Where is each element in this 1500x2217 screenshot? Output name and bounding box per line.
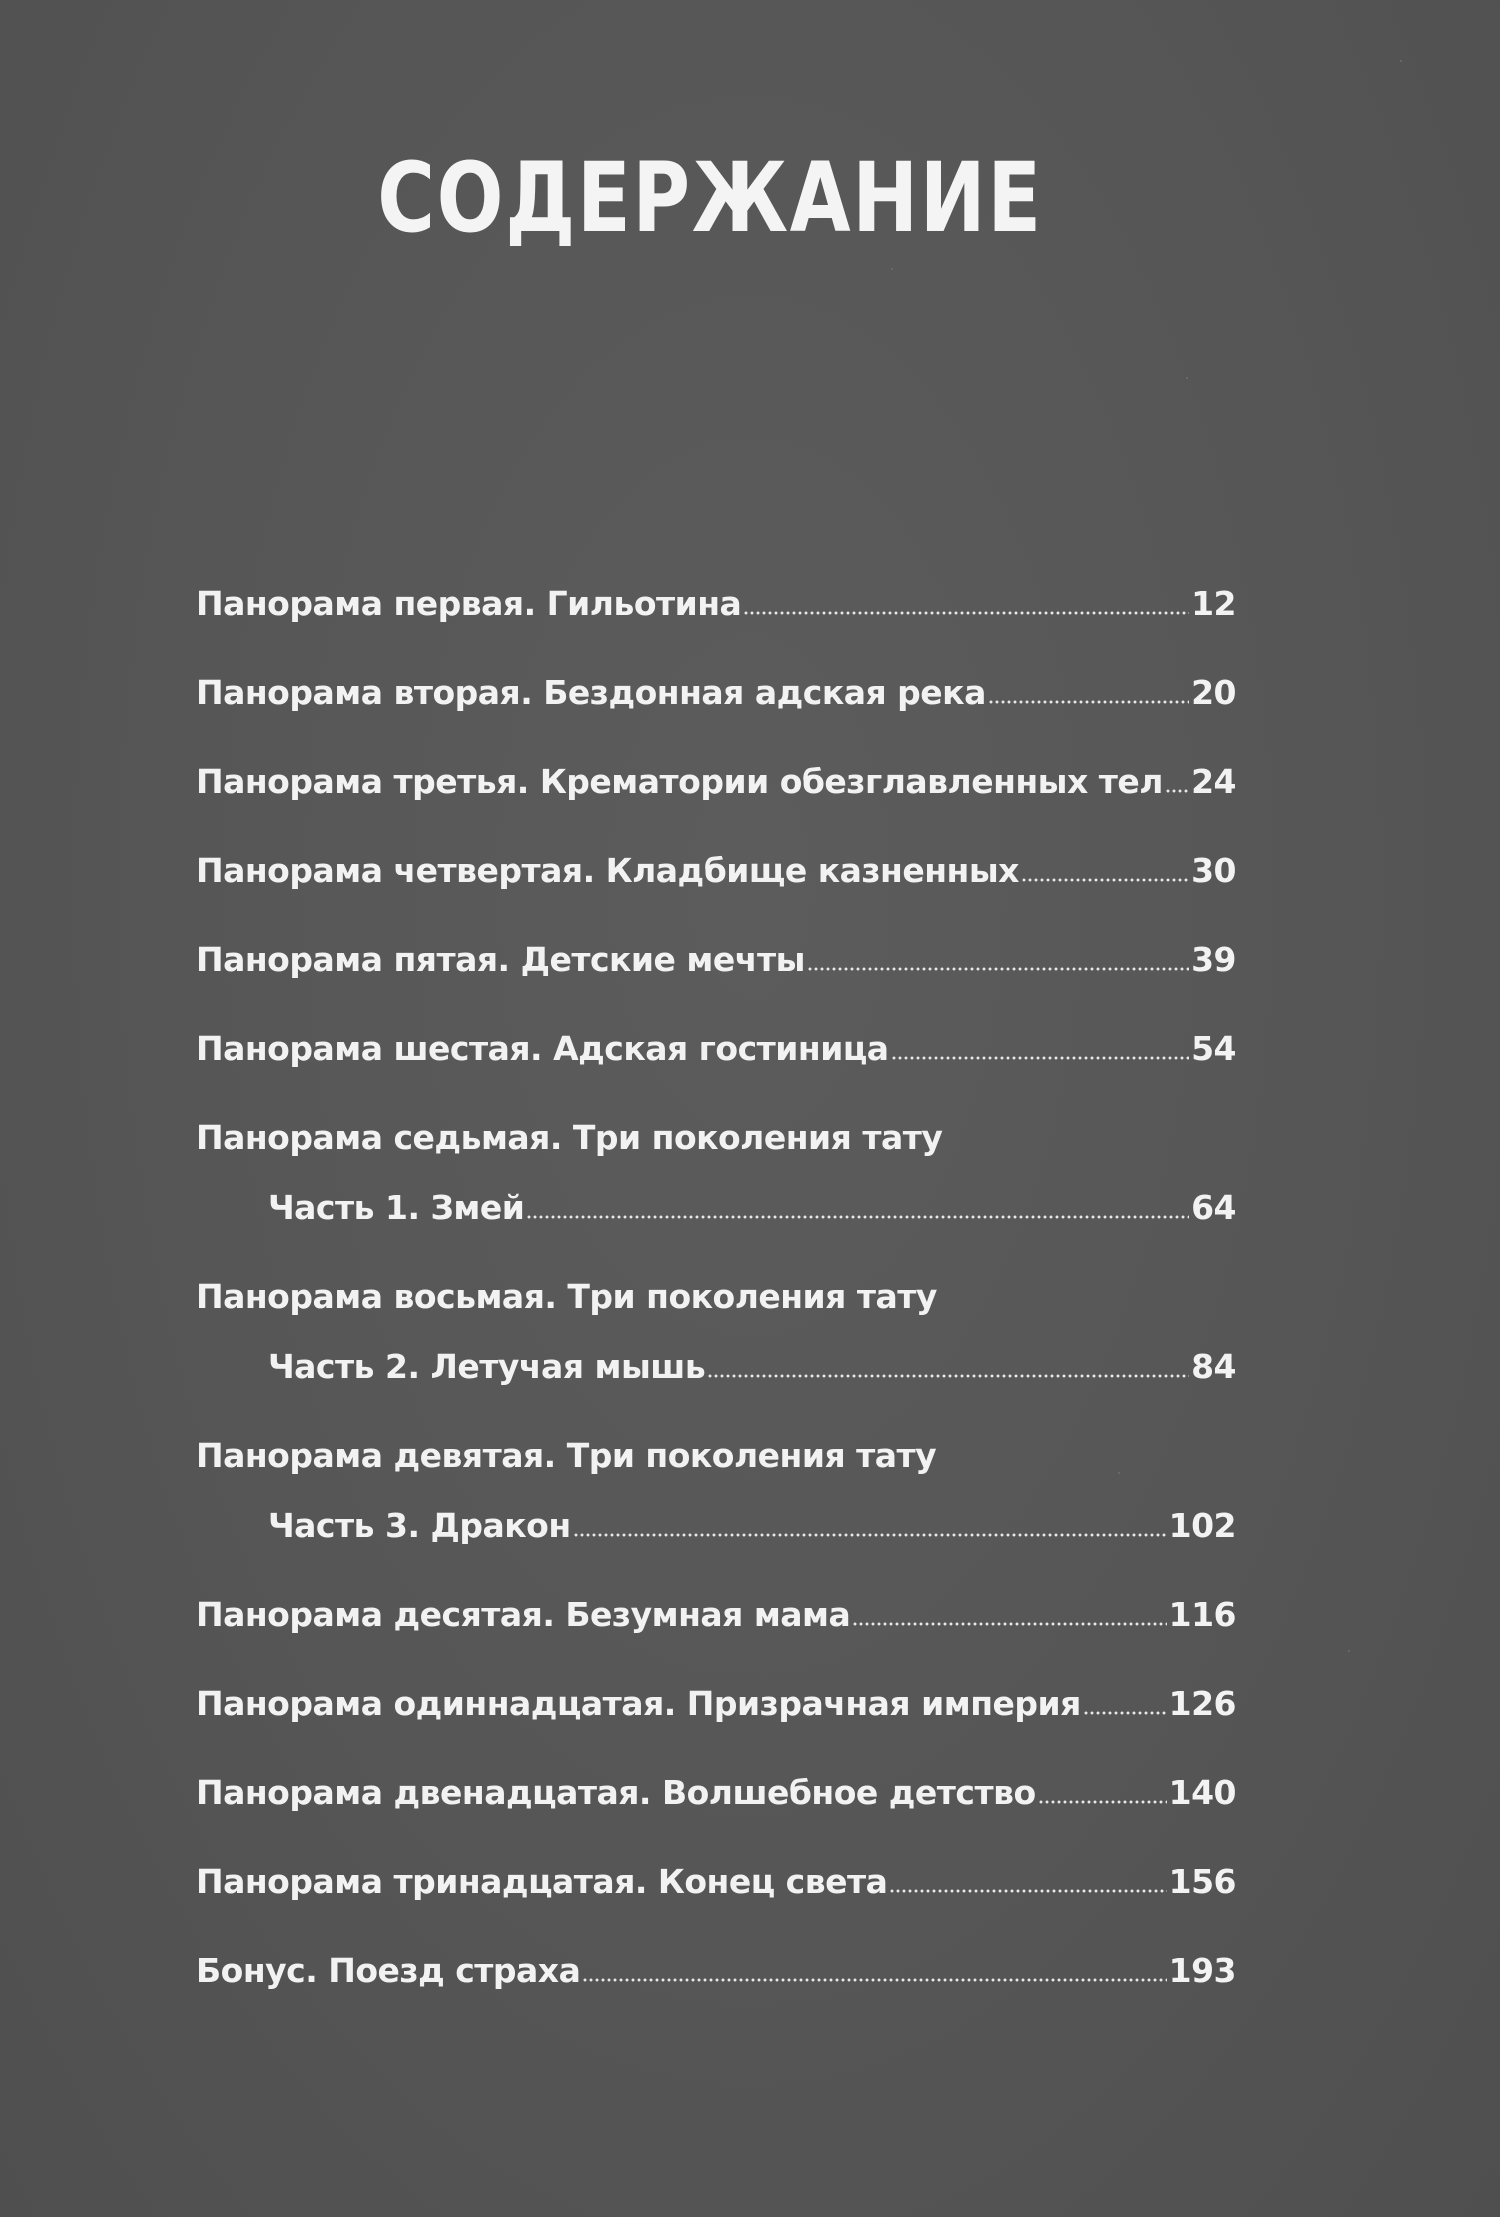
paper-speck [1348,1650,1350,1652]
dot-leader [1083,1711,1167,1715]
paper-speck [891,268,893,270]
toc-page-number: 64 [1191,1188,1236,1227]
toc-entry-title: Панорама первая. Гильотина [196,584,742,623]
toc-entry-title: Панорама вторая. Бездонная адская река [196,673,986,712]
toc-page-number: 102 [1168,1506,1236,1545]
toc-entry[interactable] [196,1027,1236,1116]
toc-entry-title: Панорама седьмая. Три поколения тату [196,1118,943,1157]
toc-entry-title: Панорама четвертая. Кладбище казненных [196,851,1019,890]
toc-page-number: 24 [1191,762,1236,801]
dot-leader [582,1978,1166,1982]
toc-page-number: 12 [1191,584,1236,623]
toc-entry[interactable] [196,1949,1236,2038]
dot-leader [891,1056,1190,1060]
toc-page-number: 84 [1191,1347,1236,1386]
toc-page-number: 39 [1191,940,1236,979]
dot-leader [1021,878,1189,882]
dot-leader [526,1215,1189,1219]
toc-entry-title: Бонус. Поезд страха [196,1951,581,1990]
toc-page-number: 116 [1168,1595,1236,1634]
toc-entry-title: Панорама десятая. Безумная мама [196,1595,851,1634]
page-title: СОДЕРЖАНИЕ [377,142,1043,254]
toc-page-number: 30 [1191,851,1236,890]
dot-leader [889,1889,1166,1893]
toc-entry-subtitle: Часть 2. Летучая мышь [268,1347,706,1386]
dot-leader [573,1533,1167,1537]
dot-leader [807,967,1189,971]
paper-speck [1186,377,1188,379]
toc-entry[interactable] [196,1860,1236,1949]
toc-entry[interactable] [196,1682,1236,1771]
dot-leader [1038,1800,1167,1804]
toc-entry-title: Панорама третья. Крематории обезглавленных тел [196,762,1163,801]
toc-entry-title: Панорама пятая. Детские мечты [196,940,805,979]
toc-entry[interactable] [196,1593,1236,1682]
toc-entry[interactable] [196,1771,1236,1860]
toc-page-number: 140 [1168,1773,1236,1812]
toc-entry[interactable] [196,1186,1236,1275]
toc-page-number: 54 [1191,1029,1236,1068]
toc-entry[interactable] [196,938,1236,1027]
toc-entry-heading [196,1275,1236,1345]
toc-page-number: 156 [1168,1862,1236,1901]
toc-page-number: 20 [1191,673,1236,712]
dot-leader [707,1374,1189,1378]
dot-leader [743,611,1189,615]
toc-entry-title: Панорама восьмая. Три поколения тату [196,1277,937,1316]
toc-entry-subtitle: Часть 1. Змей [268,1188,525,1227]
toc-entry-subtitle: Часть 3. Дракон [268,1506,571,1545]
dot-leader [1165,789,1189,793]
toc-entry-title: Панорама тринадцатая. Конец света [196,1862,888,1901]
toc-entry[interactable] [196,671,1236,760]
toc-page-number: 126 [1168,1684,1236,1723]
toc-entry-heading [196,1116,1236,1186]
paper-speck [1400,60,1402,62]
toc-entry[interactable] [196,849,1236,938]
toc-entry[interactable] [196,582,1236,671]
table-of-contents [196,582,1236,2038]
dot-leader [852,1622,1166,1626]
toc-entry-title: Панорама двенадцатая. Волшебное детство [196,1773,1036,1812]
toc-entry-title: Панорама шестая. Адская гостиница [196,1029,889,1068]
toc-entry[interactable] [196,760,1236,849]
dot-leader [988,700,1189,704]
toc-page-number: 193 [1168,1951,1236,1990]
toc-entry[interactable] [196,1345,1236,1434]
toc-entry-heading [196,1434,1236,1504]
toc-entry-title: Панорама одиннадцатая. Призрачная империя [196,1684,1081,1723]
toc-entry[interactable] [196,1504,1236,1593]
toc-entry-title: Панорама девятая. Три поколения тату [196,1436,937,1475]
